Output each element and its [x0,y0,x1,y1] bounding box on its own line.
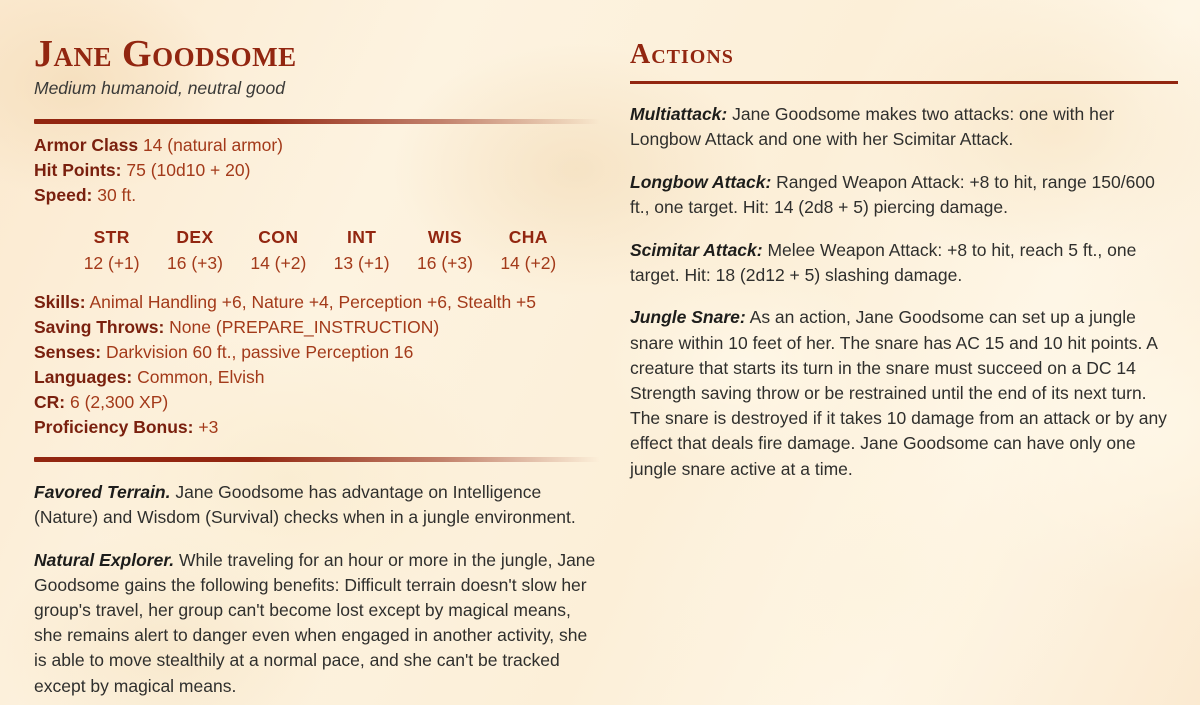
action-scimitar-attack [630,238,1178,288]
creature-name: Jane Goodsome [34,33,297,75]
stat-line-senses [34,340,600,365]
defenses-list [34,133,600,208]
trait-favored-terrain-text: Jane Goodsome has advantage on Intelligence (Nature) and Wisdom (Survival) checks when in a jungle environment. [34,481,576,528]
action-multiattack-text: Jane Goodsome makes two attacks: one with her Longbow Attack and one with her Scimitar Attack. [630,103,1115,149]
action-scimitar-attack-name: Scimitar Attack: [630,239,763,260]
hit-points-value: 75 (10d10 + 20) [126,160,251,181]
hit-points-label: Hit Points: [34,160,122,181]
action-longbow-attack-text: Ranged Weapon Attack: +8 to hit, range 150/600 ft., one target. Hit: 14 (2d8 + 5) piercing damage. [630,171,1155,217]
actions-section-rule [630,81,1178,84]
stat-line-skills [34,290,600,315]
trait-natural-explorer-name: Natural Explorer. [34,549,175,570]
ability-con [237,224,320,277]
ability-cha [487,224,570,277]
details-list [34,290,600,439]
proficiency-bonus-value: +3 [198,416,219,437]
action-longbow-attack [630,170,1178,220]
challenge-rating-value: 6 (2,300 XP) [69,391,169,412]
ability-con-score: 14 (+2) [250,253,307,274]
action-longbow-attack-name: Longbow Attack: [630,171,772,192]
ability-wis [403,224,486,277]
languages-label: Languages: [34,366,133,387]
action-scimitar-attack-text: Melee Weapon Attack: +8 to hit, reach 5 ft., one target. Hit: 18 (2d12 + 5) slashing damage. [630,239,1137,285]
divider-top [34,119,600,124]
ability-wis-score: 16 (+3) [417,253,473,274]
ability-int-label: INT [346,226,377,247]
action-jungle-snare-name: Jungle Snare: [630,307,746,328]
stat-line-languages [34,365,600,390]
action-jungle-snare [630,305,1178,481]
action-multiattack [630,102,1178,152]
speed-label: Speed: [34,184,93,205]
divider-bottom [34,457,600,462]
stat-line-speed [34,183,600,208]
stat-line-hit-points [34,158,600,183]
stat-block-left-column [22,34,612,705]
action-jungle-snare-text: As an action, Jane Goodsome can set up a jungle snare within 10 feet of her. The snare has AC 15 and 10 hit points. A creature that starts its turn in the snare must succeed on a DC 14 Strength saving throw or be restrained until the end of its next turn. The snare is destroyed if it takes 10 damage from an attack or by any effect that deals fire damage. Jane Goodsome can have only one jungle snare active at a time. [630,307,1167,479]
stat-line-challenge-rating [34,390,600,415]
saving-throws-label: Saving Throws: [34,317,165,338]
ability-str-score: 12 (+1) [83,253,140,274]
creature-type-alignment: Medium humanoid, neutral good [34,78,285,99]
trait-natural-explorer [34,548,600,699]
proficiency-bonus-label: Proficiency Bonus: [34,416,194,437]
skills-value: Animal Handling +6, Nature +4, Perception +6, Stealth +5 [89,292,537,313]
actions-section-heading: Actions [630,39,734,70]
ability-str [70,224,153,277]
ability-dex-label: DEX [176,226,214,247]
ability-int [320,224,403,277]
ability-int-score: 13 (+1) [333,253,390,274]
ability-con-label: CON [258,226,299,247]
senses-value: Darkvision 60 ft., passive Perception 16 [106,341,414,362]
stat-line-armor-class [34,133,600,158]
traits-list [34,480,600,699]
challenge-rating-label: CR: [34,391,66,412]
armor-class-value: 14 (natural armor) [142,135,284,156]
languages-value: Common, Elvish [137,366,265,387]
skills-label: Skills: [34,292,86,313]
saving-throws-value: None (PREPARE_INSTRUCTION) [169,317,440,338]
ability-cha-score: 14 (+2) [500,253,557,274]
speed-value: 30 ft. [97,184,137,205]
ability-scores-table [70,224,570,277]
ability-cha-label: CHA [508,226,548,247]
trait-favored-terrain-name: Favored Terrain. [34,481,171,502]
action-multiattack-name: Multiattack: [630,103,728,124]
stat-line-proficiency-bonus [34,415,600,440]
senses-label: Senses: [34,341,102,362]
ability-wis-label: WIS [427,226,463,247]
ability-dex-score: 16 (+3) [167,253,223,274]
ability-dex [153,224,236,277]
stat-block-right-column [612,34,1178,705]
trait-favored-terrain [34,480,600,530]
stat-line-saving-throws [34,315,600,340]
armor-class-label: Armor Class [34,135,139,156]
trait-natural-explorer-text: While traveling for an hour or more in the jungle, Jane Goodsome gains the following benefits: Difficult terrain doesn't slow her group's travel, her group can't become lost except by magical means, she remains alert to danger even when engaged in another activity, she is able to move stealthily at a normal pace, and she can't be tracked except by magical means. [34,549,596,696]
ability-str-label: STR [93,226,130,247]
